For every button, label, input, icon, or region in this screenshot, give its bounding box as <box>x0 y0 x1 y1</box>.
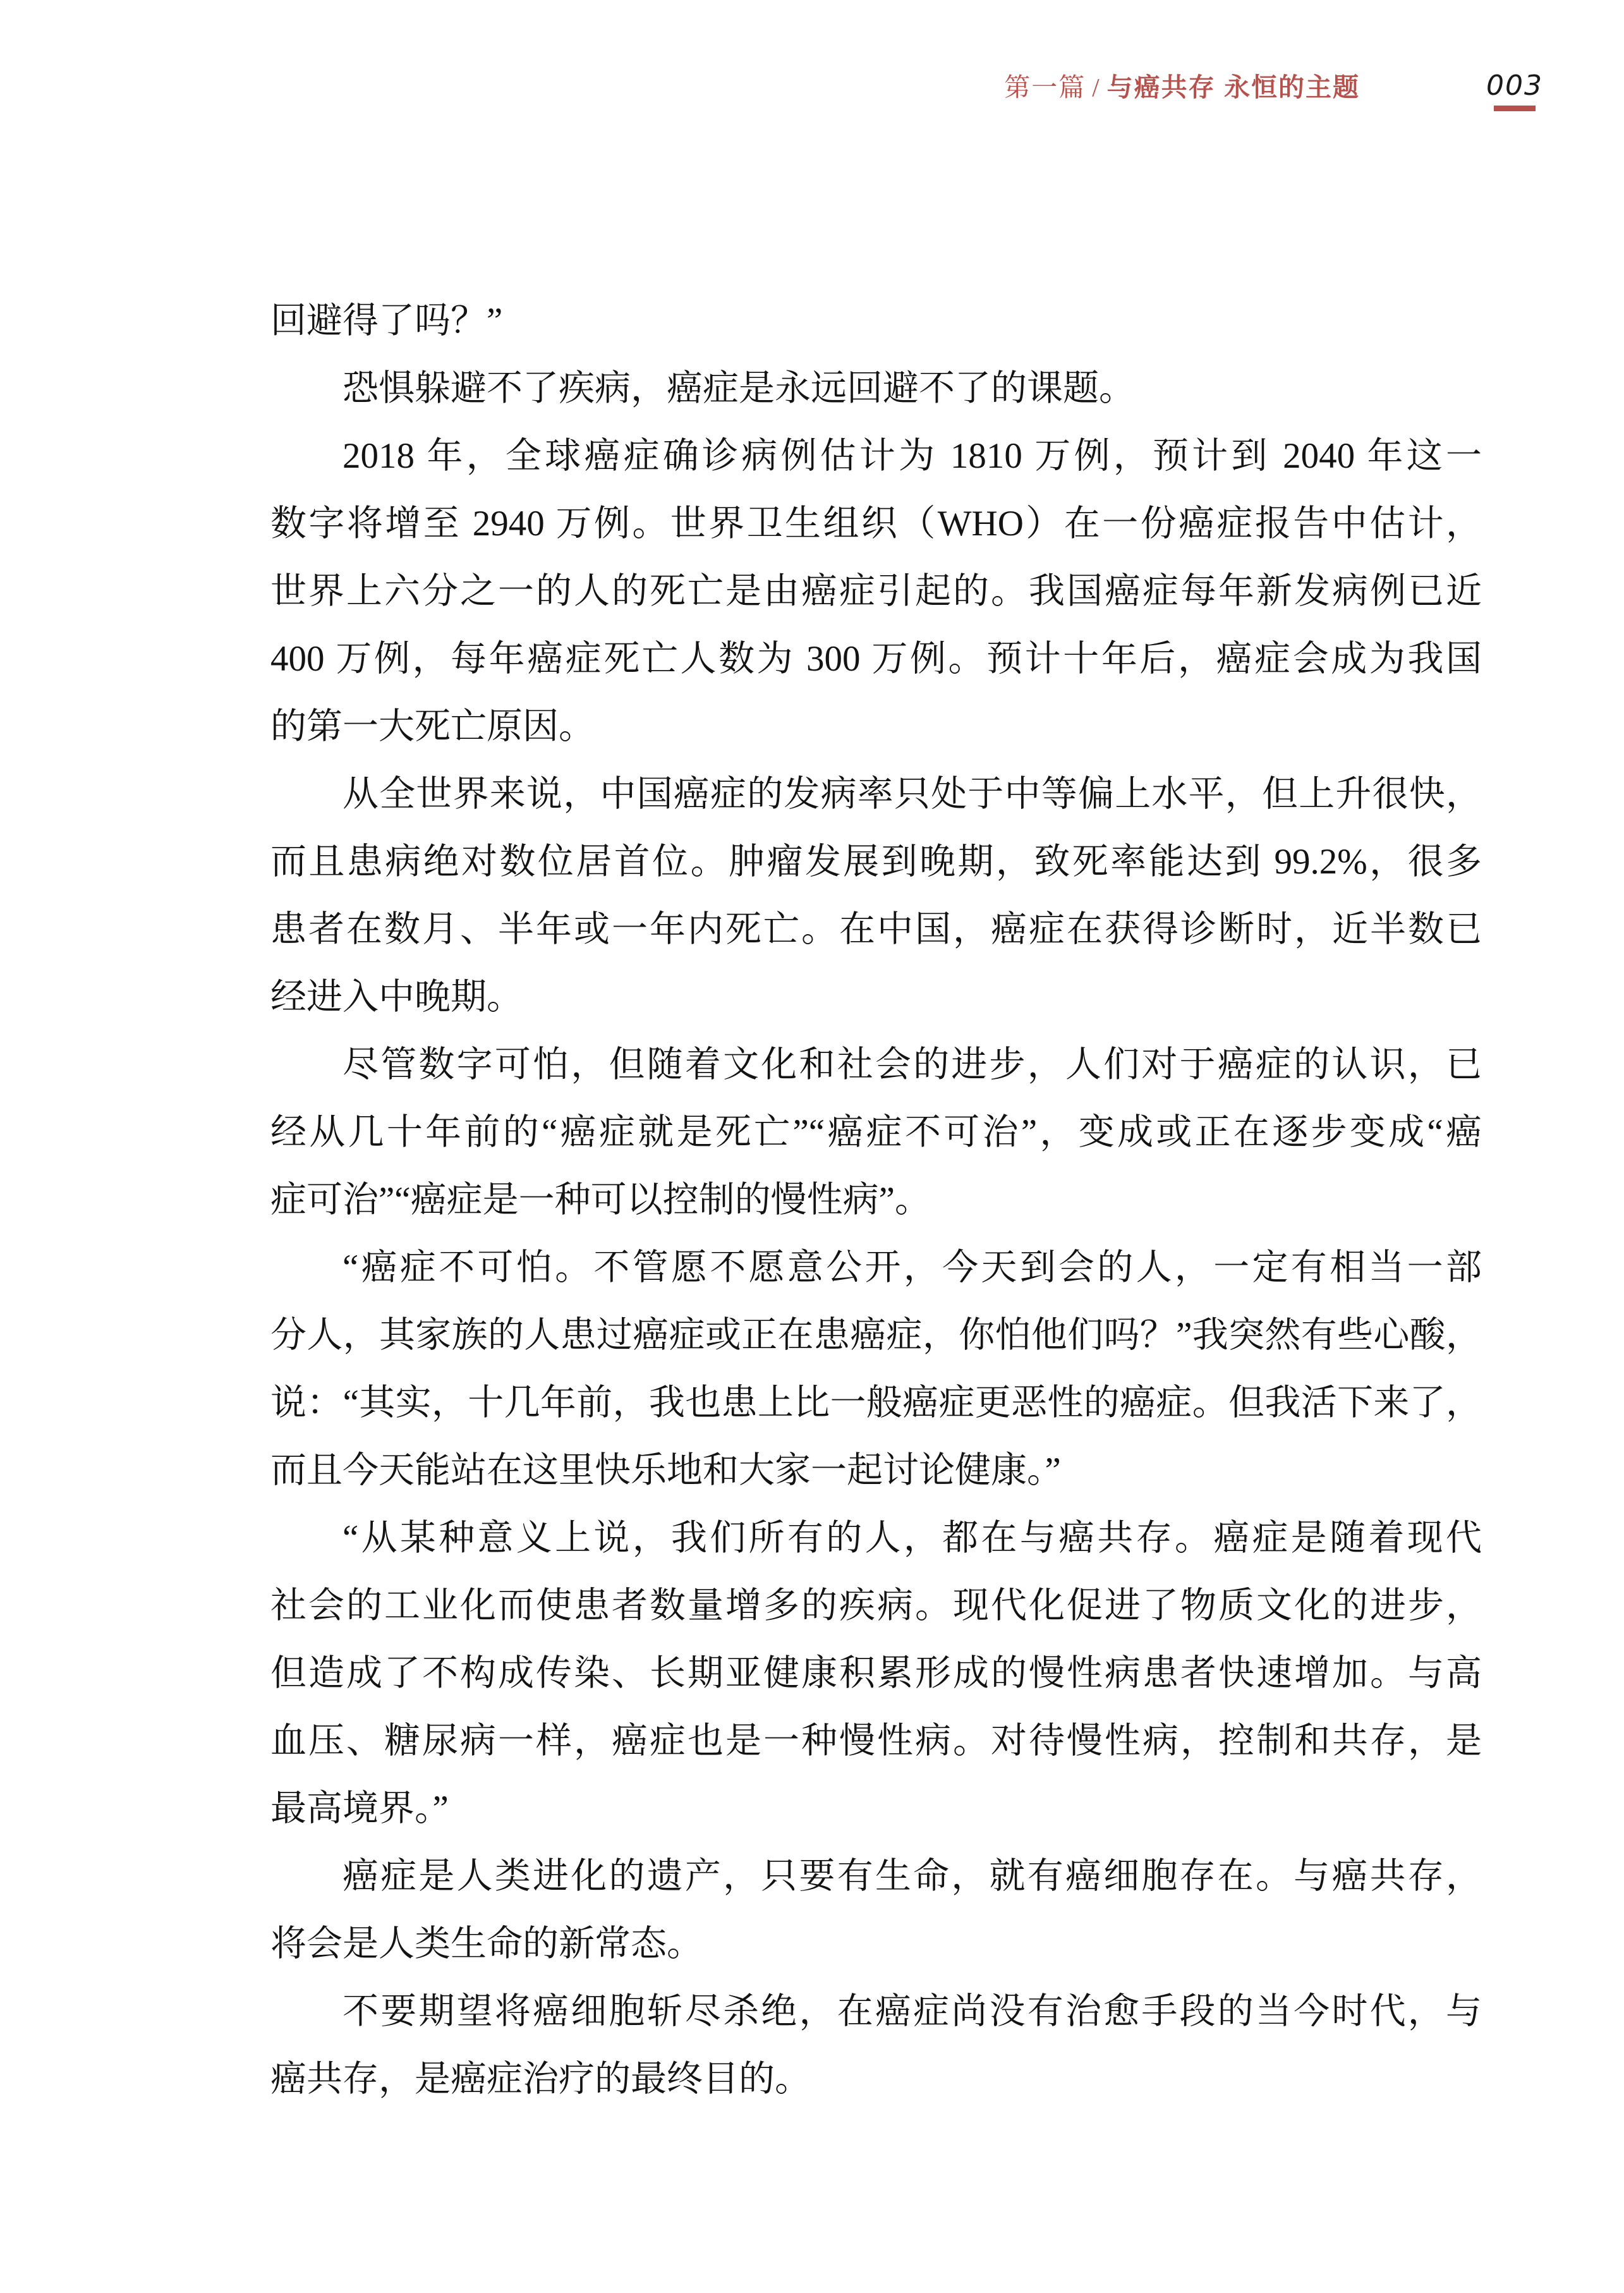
text-line: 而且患病绝对数位居首位。肿瘤发展到晚期，致死率能达到 99.2%，很多 <box>270 842 1482 882</box>
text-line: 回避得了吗？” <box>270 301 503 341</box>
body-text <box>270 287 1482 2113</box>
text-line: 2018 年，全球癌症确诊病例估计为 1810 万例，预计到 2040 年这一 <box>342 436 1482 476</box>
text-line: 血压、糖尿病一样，癌症也是一种慢性病。对待慢性病，控制和共存，是 <box>270 1721 1482 1761</box>
text-line: 数字将增至 2940 万例。世界卫生组织（WHO）在一份癌症报告中估计， <box>270 504 1482 544</box>
text-line: 世界上六分之一的人的死亡是由癌症引起的。我国癌症每年新发病例已近 <box>270 571 1482 611</box>
text-line: 但造成了不构成传染、长期亚健康积累形成的慢性病患者快速增加。与高 <box>270 1653 1482 1693</box>
text-line: 不要期望将癌细胞斩尽杀绝，在癌症尚没有治愈手段的当今时代，与 <box>342 1992 1482 2031</box>
text-line: 最高境界。” <box>270 1789 449 1828</box>
running-head <box>1004 71 1360 104</box>
chapter-title: 与癌共存 永恒的主题 <box>1106 73 1360 102</box>
text-line: 的第一大死亡原因。 <box>270 707 595 746</box>
page-header <box>1004 71 1543 111</box>
text-line: 经从几十年前的“癌症就是死亡”“癌症不可治”，变成或正在逐步变成“癌 <box>270 1112 1482 1152</box>
text-line: 症可治”“癌症是一种可以控制的慢性病”。 <box>270 1180 931 1220</box>
chapter-separator: / <box>1092 73 1101 102</box>
text-line: “癌症不可怕。不管愿不愿意公开，今天到会的人，一定有相当一部 <box>342 1248 1482 1287</box>
text-line: 而且今天能站在这里快乐地和大家一起讨论健康。” <box>270 1451 1061 1490</box>
page-number <box>1486 72 1543 111</box>
page-number-underline <box>1494 106 1536 111</box>
text-line: 癌症是人类进化的遗产，只要有生命，就有癌细胞存在。与癌共存， <box>342 1856 1482 1896</box>
text-line: 从全世界来说，中国癌症的发病率只处于中等偏上水平，但上升很快， <box>342 774 1482 814</box>
text-line: 400 万例，每年癌症死亡人数为 300 万例。预计十年后，癌症会成为我国 <box>270 639 1482 679</box>
text-line: 恐惧躲避不了疾病，癌症是永远回避不了的课题。 <box>342 368 1135 408</box>
text-line: 分人，其家族的人患过癌症或正在患癌症，你怕他们吗？”我突然有些心酸， <box>270 1315 1482 1355</box>
page-number-text: 003 <box>1486 70 1543 102</box>
text-line: 患者在数月、半年或一年内死亡。在中国，癌症在获得诊断时，近半数已 <box>270 909 1482 949</box>
chapter-label: 第一篇 <box>1004 73 1086 102</box>
text-line: 癌共存，是癌症治疗的最终目的。 <box>270 2059 811 2099</box>
text-line: “从某种意义上说，我们所有的人，都在与癌共存。癌症是随着现代 <box>342 1518 1482 1558</box>
text-line: 社会的工业化而使患者数量增多的疾病。现代化促进了物质文化的进步， <box>270 1586 1482 1626</box>
text-line: 说：“其实，十几年前，我也患上比一般癌症更恶性的癌症。但我活下来了， <box>270 1383 1482 1423</box>
text-line: 经进入中晚期。 <box>270 977 523 1017</box>
text-line: 尽管数字可怕，但随着文化和社会的进步，人们对于癌症的认识，已 <box>342 1045 1482 1085</box>
text-line: 将会是人类生命的新常态。 <box>270 1924 703 1964</box>
